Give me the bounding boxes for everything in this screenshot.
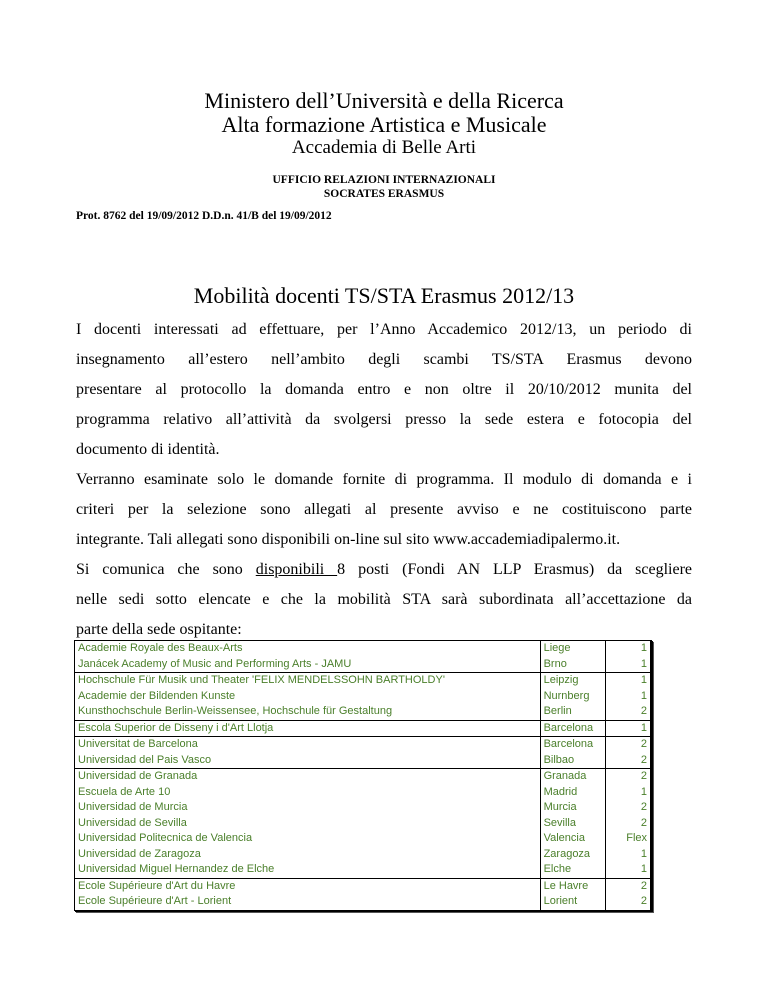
paragraph-line: integrante. Tali allegati sono disponibili on-line sul sito www.accademiadipalermo.it. xyxy=(76,531,621,548)
table-row xyxy=(75,862,651,878)
city-cell: Granada xyxy=(540,769,606,785)
posts-cell: 1 xyxy=(606,785,651,801)
institution-cell: Ecole Supérieure d'Art - Lorient xyxy=(75,894,540,910)
text-segment: Si comunica che sono xyxy=(76,561,256,578)
city-cell: Elche xyxy=(540,862,606,878)
city-cell: Le Havre xyxy=(540,878,606,894)
paragraph-1 xyxy=(76,315,692,645)
table-row xyxy=(75,847,651,863)
city-cell: Lorient xyxy=(540,894,606,910)
posts-cell: 2 xyxy=(606,816,651,832)
paragraph-line xyxy=(76,555,692,585)
disponibili-link: disponibili xyxy=(255,561,338,578)
table-row xyxy=(75,878,651,894)
city-cell: Barcelona xyxy=(540,720,606,737)
institution-cell: Universidad Politecnica de Valencia xyxy=(75,831,540,847)
paragraph-line: Verranno esaminate solo le domande fornite di programma. Il modulo di domanda e i xyxy=(76,471,692,488)
paragraph-line: presentare al protocollo la domanda entro e non oltre il 20/10/2012 munita del xyxy=(76,381,692,398)
table-row xyxy=(75,800,651,816)
posts-cell: 1 xyxy=(606,689,651,705)
city-cell: Valencia xyxy=(540,831,606,847)
paragraph-line: criteri per la selezione sono allegati al presente avviso e ne costituiscono parte xyxy=(76,501,692,518)
table-row xyxy=(75,831,651,847)
table-row xyxy=(75,720,651,737)
posts-cell: 1 xyxy=(606,720,651,737)
table-row xyxy=(75,689,651,705)
paragraph-line: nelle sedi sotto elencate e che la mobilità STA sarà subordinata all’accettazione da xyxy=(76,591,692,608)
city-cell: Sevilla xyxy=(540,816,606,832)
table-row xyxy=(75,737,651,753)
institution-cell: Universidad de Murcia xyxy=(75,800,540,816)
posts-cell: 1 xyxy=(606,862,651,878)
city-cell: Madrid xyxy=(540,785,606,801)
academy-heading: Accademia di Belle Arti xyxy=(291,137,477,158)
table-row xyxy=(75,657,651,673)
institution-cell: Universidad de Sevilla xyxy=(75,816,540,832)
paragraph-line: insegnamento all’estero nell’ambito degli scambi TS/STA Erasmus devono xyxy=(76,351,692,368)
posts-cell: 2 xyxy=(606,769,651,785)
table-row xyxy=(75,641,651,657)
institution-cell: Janácek Academy of Music and Performing Arts - JAMU xyxy=(75,657,540,673)
posts-cell: 1 xyxy=(606,847,651,863)
institution-cell: Kunsthochschule Berlin-Weissensee, Hochschule für Gestaltung xyxy=(75,704,540,720)
destinations-table xyxy=(74,640,652,911)
table-row xyxy=(75,894,651,910)
table-row xyxy=(75,753,651,769)
protocol-line: Prot. 8762 del 19/09/2012 D.D.n. 41/B del 19/09/2012 xyxy=(76,210,332,222)
institution-cell: Academie der Bildenden Kunste xyxy=(75,689,540,705)
posts-cell: 2 xyxy=(606,878,651,894)
city-cell: Zaragoza xyxy=(540,847,606,863)
institution-cell: Universitat de Barcelona xyxy=(75,737,540,753)
institution-cell: Escola Superior de Disseny i d'Art Llotja xyxy=(75,720,540,737)
table-body xyxy=(75,641,651,910)
paragraph-line: I docenti interessati ad effettuare, per l’Anno Accademico 2012/13, un periodo di xyxy=(76,321,692,338)
posts-cell: 2 xyxy=(606,894,651,910)
city-cell: Murcia xyxy=(540,800,606,816)
afam-heading: Alta formazione Artistica e Musicale xyxy=(221,112,547,137)
ministry-heading: Ministero dell’Università e della Ricerca xyxy=(204,88,564,113)
institution-cell: Universidad de Granada xyxy=(75,769,540,785)
city-cell: Bilbao xyxy=(540,753,606,769)
city-cell: Nurnberg xyxy=(540,689,606,705)
text-segment: 8 posti (Fondi AN LLP Erasmus) da scegliere xyxy=(337,561,693,578)
posts-cell: 2 xyxy=(606,753,651,769)
city-cell: Leipzig xyxy=(540,673,606,689)
institution-cell: Universidad del Pais Vasco xyxy=(75,753,540,769)
program-heading: SOCRATES ERASMUS xyxy=(323,188,445,200)
posts-cell: 1 xyxy=(606,657,651,673)
city-cell: Brno xyxy=(540,657,606,673)
table-row xyxy=(75,785,651,801)
institution-cell: Hochschule Für Musik und Theater 'FELIX MENDELSSOHN BARTHOLDY' xyxy=(75,673,540,689)
institution-cell: Universidad de Zaragoza xyxy=(75,847,540,863)
posts-cell: 2 xyxy=(606,737,651,753)
posts-cell: Flex xyxy=(606,831,651,847)
city-cell: Barcelona xyxy=(540,737,606,753)
office-heading: UFFICIO RELAZIONI INTERNAZIONALI xyxy=(272,174,496,186)
paragraph-line: parte della sede ospitante: xyxy=(76,621,242,638)
posts-cell: 1 xyxy=(606,673,651,689)
institution-cell: Academie Royale des Beaux-Arts xyxy=(75,641,540,657)
posts-cell: 2 xyxy=(606,704,651,720)
city-cell: Berlin xyxy=(540,704,606,720)
paragraph-line: programma relativo all’attività da svolgersi presso la sede estera e fotocopia del xyxy=(76,411,692,428)
posts-cell: 1 xyxy=(606,641,651,657)
page-title: Mobilità docenti TS/STA Erasmus 2012/13 xyxy=(193,283,575,308)
table-row xyxy=(75,816,651,832)
posts-cell: 2 xyxy=(606,800,651,816)
paragraph-line: documento di identità. xyxy=(76,441,220,458)
table-row xyxy=(75,673,651,689)
city-cell: Liege xyxy=(540,641,606,657)
table-row xyxy=(75,704,651,720)
institution-cell: Universidad Miguel Hernandez de Elche xyxy=(75,862,540,878)
institution-cell: Ecole Supérieure d'Art du Havre xyxy=(75,878,540,894)
table-row xyxy=(75,769,651,785)
institution-cell: Escuela de Arte 10 xyxy=(75,785,540,801)
